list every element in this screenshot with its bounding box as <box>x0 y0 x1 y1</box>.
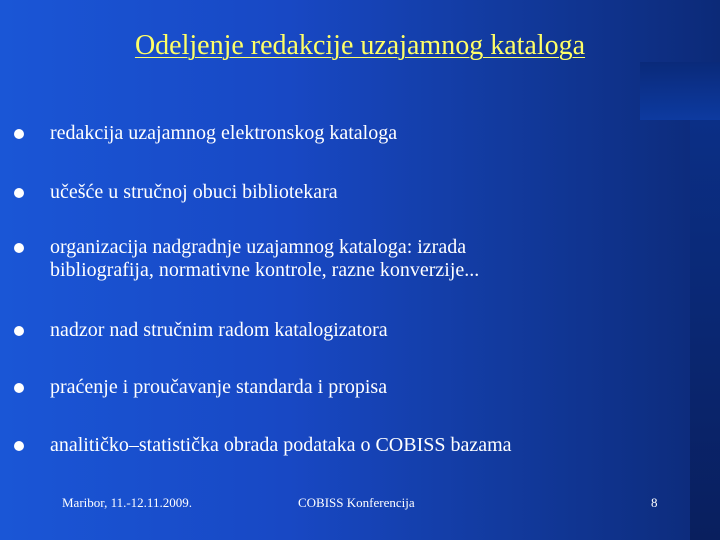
bullet-text: analitičko–statistička obrada podataka o COBISS bazama <box>50 434 512 456</box>
decorative-bar-right-edge <box>690 120 720 540</box>
bullet-icon <box>14 383 24 393</box>
decorative-bar-top-right <box>640 62 720 120</box>
bullet-icon <box>14 188 24 198</box>
bullet-icon <box>14 441 24 451</box>
bullet-icon <box>14 243 24 253</box>
bullet-icon <box>14 326 24 336</box>
bullet-text: nadzor nad stručnim radom katalogizatora <box>50 319 388 341</box>
footer-date: Maribor, 11.-12.11.2009. <box>62 495 192 510</box>
bullet-text: učešće u stručnoj obuci bibliotekara <box>50 181 338 203</box>
bullet-icon <box>14 129 24 139</box>
bullet-text: praćenje i proučavanje standarda i propisa <box>50 376 388 398</box>
footer-conference: COBISS Konferencija <box>298 495 415 510</box>
footer-page-number: 8 <box>651 495 658 510</box>
bullet-text: redakcija uzajamnog elektronskog kataloga <box>50 122 398 144</box>
slide-title: Odeljenje redakcije uzajamnog kataloga <box>134 30 586 61</box>
bullet-text: organizacija nadgradnje uzajamnog kataloga: izrada bibliografija, normativne kontrole, razne konverzije... <box>50 236 480 281</box>
